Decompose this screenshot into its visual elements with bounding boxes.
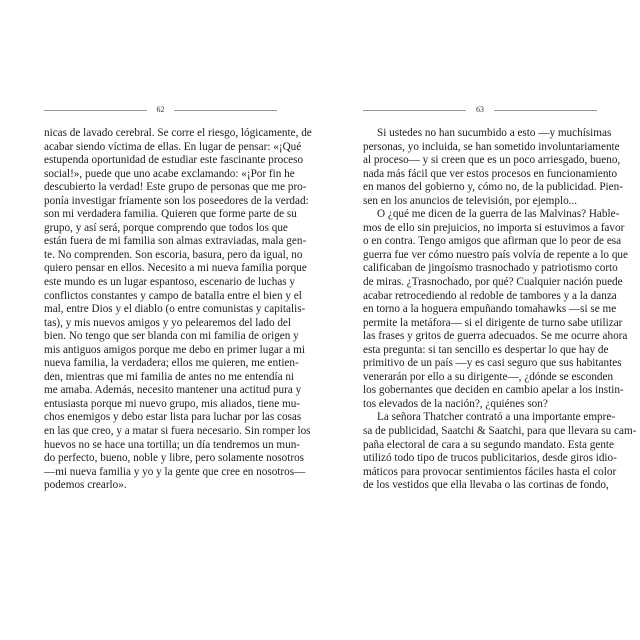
header-rule-right bbox=[494, 110, 597, 111]
text-line: están fuera de mi familia son almas extraviadas, mala gen- bbox=[44, 235, 307, 248]
text-line: calificaban de jingoísmo trasnochado y patriotismo corto bbox=[363, 262, 618, 275]
page-body-text bbox=[363, 127, 637, 493]
text-line: do perfecto, bueno, noble y libre, pero solamente nosotros bbox=[44, 452, 305, 465]
page-number: 62 bbox=[156, 105, 165, 114]
text-line: huevos no se hace una tortilla; un día tendremos un mun- bbox=[44, 438, 301, 451]
text-line: den, mientras que mi familia de antes no me entendía ni bbox=[44, 370, 295, 383]
text-line: tas), y mis nuevos amigos y yo pelearemos del lado del bbox=[44, 316, 292, 329]
text-line: las frases y gritos de guerra adecuados. Se me ocurre ahora bbox=[363, 330, 628, 343]
text-line: en las que creo, y a matar si fuera necesario. Sin romper los bbox=[44, 425, 311, 438]
header-rule-right bbox=[174, 110, 277, 111]
text-line: acabar siendo víctima de ellas. En lugar de pensar: «¡Qué bbox=[44, 140, 302, 153]
text-line: utilizó todo tipo de trucos publicitarios, desde giros idio- bbox=[363, 452, 617, 465]
text-line: nueva familia, la verdadera; ellos me quieren, me entien- bbox=[44, 357, 299, 370]
text-line: chos enemigos y debo estar lista para luchar por las cosas bbox=[44, 411, 302, 424]
text-line: me amaba. Además, necesito mantener una actitud pura y bbox=[44, 384, 302, 397]
page-number: 63 bbox=[476, 105, 484, 114]
text-line: los gobernantes que deciden en cambio apelar a los instin- bbox=[363, 384, 624, 397]
text-line: mos de ello sin prejuicios, no importa si estuvimos a favor bbox=[363, 221, 625, 234]
text-line: esta pregunta: si tan sencillo es despertar lo que hay de bbox=[363, 343, 609, 356]
text-line: tos elevados de la nación?, ¿quiénes son? bbox=[363, 397, 548, 410]
text-line: nada más fácil que ver estos procesos en funcionamiento bbox=[363, 167, 618, 180]
text-line: podemos crearlo». bbox=[44, 479, 127, 492]
text-line: mal, entre Dios y el diablo (o entre comunistas y capitalis- bbox=[44, 303, 306, 316]
text-line: máticos para provocar sentimientos fáciles hasta el color bbox=[363, 465, 617, 478]
text-line: de miras. ¿Trasnochado, por qué? Cualquier nación puede bbox=[363, 276, 623, 289]
page-header bbox=[363, 103, 597, 117]
text-line: nicas de lavado cerebral. Se corre el riesgo, lógicamente, de bbox=[44, 127, 312, 139]
text-line: conflictos constantes y campo de batalla entre el bien y el bbox=[44, 289, 302, 302]
text-line: sen en los anuncios de televisión, por ejemplo... bbox=[363, 194, 578, 207]
text-line: primitivo de un país —y es casi seguro que sus habitantes bbox=[363, 357, 622, 370]
text-line: descubierto la verdad! Este grupo de personas que me pro- bbox=[44, 181, 307, 194]
page-body-text bbox=[44, 127, 312, 493]
text-line: paña electoral de cara a su segundo mandato. Esta gente bbox=[363, 438, 614, 451]
text-line: al proceso— y si creen que es un poco arriesgado, bueno, bbox=[363, 154, 621, 167]
text-line: en torno a la hoguera empuñando tomahawks —si se me bbox=[363, 303, 617, 316]
text-line: guerra fue ver cómo nuestro país volvía de repente a lo que bbox=[363, 248, 628, 261]
text-line: en manos del gobierno y, cómo no, de la publicidad. Pien- bbox=[363, 181, 623, 194]
text-line: —mi nueva familia y yo y la gente que cree en nosotros— bbox=[44, 465, 306, 478]
paragraph-first-line: O ¿qué me dicen de la guerra de las Malvinas? Hable- bbox=[377, 208, 620, 221]
text-line: quiero pensar en ellos. Necesito a mi nueva familia porque bbox=[44, 262, 307, 275]
text-line: este mundo es un lugar espantoso, escenario de luchas y bbox=[44, 276, 296, 289]
text-line: te. No comprenden. Son escoria, basura, pero da igual, no bbox=[44, 248, 303, 261]
text-line: ponía investigar fríamente son los poseedores de la verdad: bbox=[44, 194, 309, 207]
text-line: estupenda oportunidad de estudiar este fascinante proceso bbox=[44, 154, 304, 167]
text-line: acabar retrocediendo al redoble de tambores y a la danza bbox=[363, 289, 617, 302]
text-line: social!», puede que uno acabe exclamando: «¡Por fin he bbox=[44, 167, 295, 180]
text-line: son mi verdadera familia. Quieren que forme parte de su bbox=[44, 208, 297, 221]
text-line: grupo, y así será, porque comprendo que todos los que bbox=[44, 221, 288, 234]
text-line: venerarán por ello a su dirigente—, ¿dónde se esconden bbox=[363, 370, 614, 383]
paragraph-first-line: Si ustedes no han sucumbido a esto —y muchísimas bbox=[377, 127, 612, 139]
text-line: sa de publicidad, Saatchi & Saatchi, para que llevara su cam- bbox=[363, 425, 637, 438]
text-line: personas, yo incluida, se han sometido involuntariamente bbox=[363, 140, 620, 153]
text-line: permite la metáfora— si el dirigente de turno sabe utilizar bbox=[363, 316, 623, 329]
right-page bbox=[320, 0, 640, 640]
text-line: entusiasta porque mi nuevo grupo, mis aliados, tiene mu- bbox=[44, 397, 301, 410]
text-line: de los vestidos que ella llevaba o las cortinas de fondo, bbox=[363, 479, 609, 492]
page-header bbox=[44, 103, 277, 117]
text-line: o en contra. Tengo amigos que afirman que lo peor de esa bbox=[363, 235, 622, 248]
paragraph-first-line: La señora Thatcher contrató a una importante empre- bbox=[377, 411, 616, 424]
text-line: mis antiguos amigos porque me debo en primer lugar a mi bbox=[44, 343, 305, 356]
text-line: bien. No tengo que ser blanda con mi familia de origen y bbox=[44, 330, 299, 343]
